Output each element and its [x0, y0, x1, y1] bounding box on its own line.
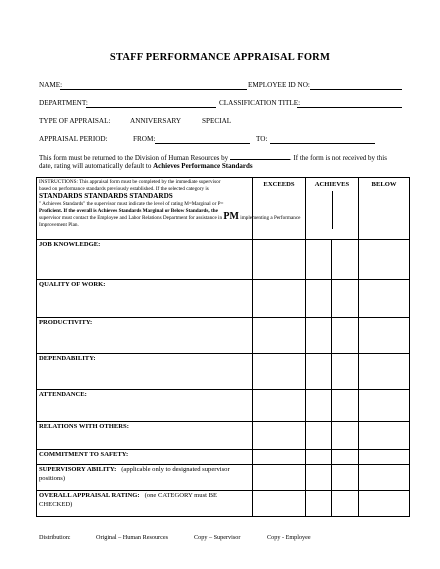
- cell-achieves-m[interactable]: [306, 240, 332, 280]
- cell-below[interactable]: [359, 422, 410, 450]
- department-field[interactable]: [86, 107, 216, 108]
- row-dependability: DEPENDABILITY:: [37, 354, 253, 390]
- cell-achieves-m[interactable]: [306, 465, 332, 491]
- row-supervisory-ability: [37, 465, 253, 491]
- cell-below[interactable]: [359, 390, 410, 422]
- row-productivity: PRODUCTIVITY:: [37, 318, 253, 354]
- instructions-line: based on performance standards previously established. If the selected category is: [39, 185, 209, 192]
- notice-text-a: This form must be returned to the Division of Human Resources by: [39, 154, 229, 162]
- cell-exceeds[interactable]: [253, 422, 306, 450]
- classification-title-field[interactable]: [297, 107, 402, 108]
- distribution-copy-employee: Copy - Employee: [267, 534, 311, 541]
- cell-exceeds[interactable]: [253, 318, 306, 354]
- name-label: NAME:: [39, 81, 63, 89]
- cell-exceeds[interactable]: [253, 354, 306, 390]
- instructions-line: [39, 211, 301, 223]
- cell-achieves-m[interactable]: [306, 422, 332, 450]
- row-overall-rating: [37, 491, 253, 517]
- cell-achieves-p[interactable]: [332, 240, 359, 280]
- notice-text-c: date, rating will automatically default to: [39, 162, 152, 170]
- rating-table: [36, 177, 410, 517]
- overall-rating-label: OVERALL APPRAISAL RATING:: [39, 492, 140, 499]
- cell-below[interactable]: [359, 318, 410, 354]
- cell-achieves-p[interactable]: [332, 390, 359, 422]
- table-header-row: [37, 178, 410, 240]
- cell-below[interactable]: [359, 465, 410, 491]
- header-exceeds: EXCEEDS: [253, 178, 306, 240]
- header-below: BELOW: [359, 178, 410, 240]
- return-notice-line2: [39, 161, 253, 171]
- instructions-text: implementing a Performance: [240, 215, 301, 222]
- cell-achieves-p[interactable]: [332, 491, 359, 517]
- cell-achieves-m[interactable]: [306, 318, 332, 354]
- form-title: STAFF PERFORMANCE APPRAISAL FORM: [109, 52, 331, 63]
- table-row: [37, 450, 410, 465]
- employee-id-field[interactable]: [310, 89, 402, 90]
- row-commitment-to-safety: COMMITMENT TO SAFETY:: [37, 450, 253, 465]
- supervisory-ability-label: SUPERVISORY ABILITY:: [39, 466, 117, 473]
- type-of-appraisal-label: TYPE OF APPRAISAL:: [39, 117, 111, 125]
- instructions-line: Proficient. If the overall is Achieves Standards Marginal or Below Standards, the: [39, 207, 218, 214]
- instructions-pm: PM: [223, 211, 239, 223]
- classification-title-label: CLASSIFICATION TITLE:: [219, 99, 301, 107]
- row-quality-of-work: QUALITY OF WORK:: [37, 280, 253, 318]
- cell-achieves-m[interactable]: [306, 390, 332, 422]
- cell-achieves-p[interactable]: [332, 280, 359, 318]
- cell-achieves-p[interactable]: [332, 354, 359, 390]
- cell-achieves-m[interactable]: [306, 491, 332, 517]
- row-attendance: ATTENDANCE:: [37, 390, 253, 422]
- instructions-line: Improvement Plan.: [39, 221, 79, 228]
- return-date-field[interactable]: [230, 152, 290, 160]
- to-label: TO:: [256, 135, 268, 143]
- cell-achieves-m[interactable]: [306, 450, 332, 465]
- cell-achieves-m[interactable]: [306, 354, 332, 390]
- header-achieves: [306, 178, 359, 240]
- header-achieves-label: ACHIEVES: [314, 181, 350, 188]
- table-row: [37, 422, 410, 450]
- cell-below[interactable]: [359, 354, 410, 390]
- employee-id-label: EMPLOYEE ID NO:: [248, 81, 310, 89]
- to-date-field[interactable]: [270, 143, 375, 144]
- distribution-label: Distribution:: [39, 534, 71, 541]
- cell-achieves-p[interactable]: [332, 465, 359, 491]
- table-row: [37, 491, 410, 517]
- achieves-divider: [332, 191, 333, 229]
- cell-exceeds[interactable]: [253, 390, 306, 422]
- instructions-line: " Achieves Standards" the supervisor must indicate the level of rating M=Marginal or P=: [39, 201, 224, 208]
- table-row: [37, 240, 410, 280]
- instructions-text: supervisor must contact the Employee and Labor Relations Department for assistance in: [39, 215, 223, 222]
- appraisal-period-label: APPRAISAL PERIOD:: [39, 135, 108, 143]
- department-label: DEPARTMENT:: [39, 99, 88, 107]
- from-date-field[interactable]: [155, 143, 250, 144]
- distribution-copy-supervisor: Copy – Supervisor: [194, 534, 241, 541]
- table-row: [37, 390, 410, 422]
- cell-exceeds[interactable]: [253, 280, 306, 318]
- cell-exceeds[interactable]: [253, 450, 306, 465]
- notice-text-b: . If the form is not received by this: [289, 154, 387, 162]
- from-label: FROM:: [133, 135, 156, 143]
- table-row: [37, 280, 410, 318]
- cell-exceeds[interactable]: [253, 465, 306, 491]
- cell-achieves-m[interactable]: [306, 280, 332, 318]
- table-row: [37, 465, 410, 491]
- overall-rating-note: (one CATEGORY must BE CHECKED): [39, 492, 218, 508]
- instructions-standards-heading: STANDARDS STANDARDS STANDARDS: [39, 192, 173, 201]
- default-rating-text: Achieves Performance Standards: [153, 162, 253, 170]
- row-job-knowledge: JOB KNOWLEDGE:: [37, 240, 253, 280]
- table-row: [37, 318, 410, 354]
- cell-achieves-p[interactable]: [332, 318, 359, 354]
- supervisory-ability-note: (applicable only to designated supervisor positions): [39, 466, 230, 482]
- table-row: [37, 354, 410, 390]
- cell-achieves-p[interactable]: [332, 422, 359, 450]
- cell-exceeds[interactable]: [253, 240, 306, 280]
- cell-below[interactable]: [359, 491, 410, 517]
- distribution-original: Original – Human Resources: [96, 534, 168, 541]
- type-anniversary-option[interactable]: ANNIVERSARY: [130, 117, 182, 125]
- instructions-line: INSTRUCTIONS: This appraisal form must be completed by the immediate supervisor: [39, 179, 221, 185]
- cell-below[interactable]: [359, 450, 410, 465]
- name-field[interactable]: [60, 89, 247, 90]
- cell-achieves-p[interactable]: [332, 450, 359, 465]
- cell-below[interactable]: [359, 280, 410, 318]
- cell-exceeds[interactable]: [253, 491, 306, 517]
- type-special-option[interactable]: SPECIAL: [202, 117, 232, 125]
- row-relations-with-others: RELATIONS WITH OTHERS:: [37, 422, 253, 450]
- cell-below[interactable]: [359, 240, 410, 280]
